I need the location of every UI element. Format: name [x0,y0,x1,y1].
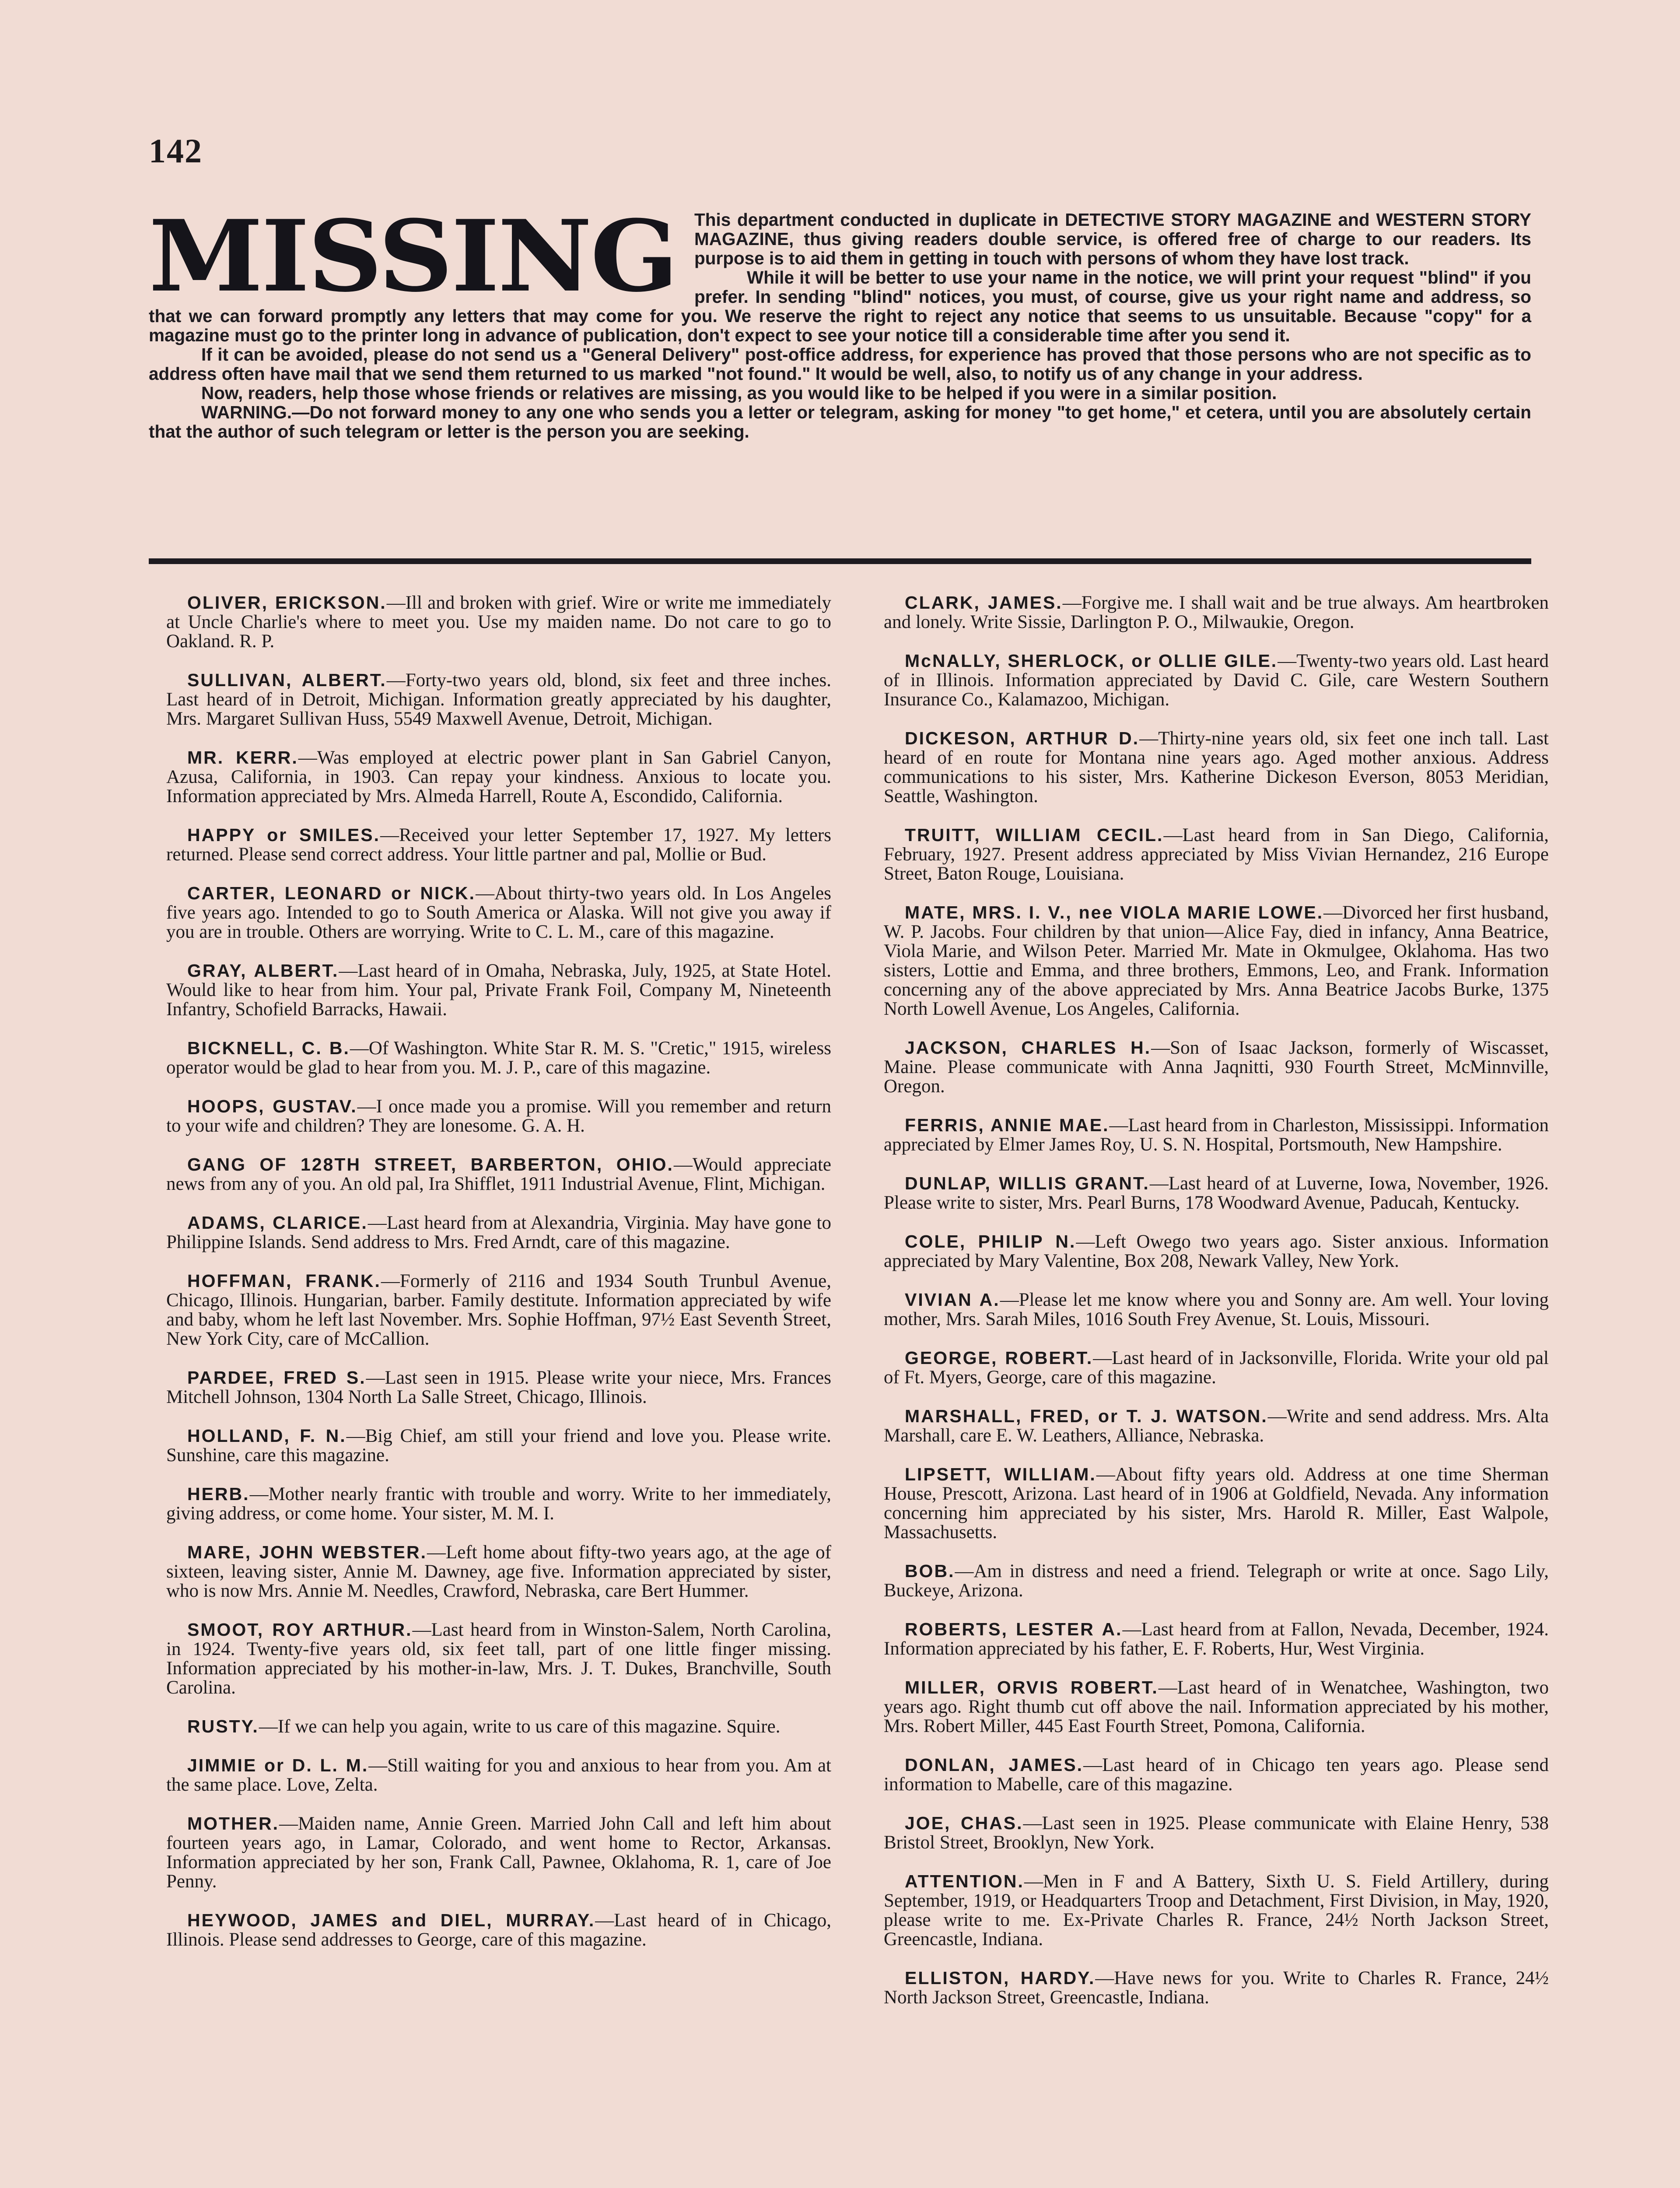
notice-entry [884,1406,1549,1445]
missing-title: MISSING [149,198,677,314]
notice-name: LIPSETT, WILLIAM. [905,1464,1096,1484]
notice-text: —Ill and broken with grief. Wire or write me immediately at Uncle Charlie's where to meet you. Use my maiden name. Do not care to go to Oakland. R. P. [166,593,831,652]
notice-text: —Last heard from at Alexandria, Virginia. May have gone to Philippine Islands. Send address to Mrs. Fred Arndt, care of this magazine. [166,1213,832,1252]
notice-entry [884,1968,1549,2007]
notice-text: —Last heard of in Omaha, Nebraska, July, 1925, at State Hotel. Would like to hear from him. Your pal, Private Frank Foil, Company M, Nineteenth Infantry, Schofield Barracks, Hawaii. [166,961,831,1020]
notice-text: —I once made you a promise. Will you remember and return to your wife and children? They are lonesome. G. A. H. [166,1096,831,1136]
notice-name: VIVIAN A. [905,1290,1000,1310]
notice-entry [884,593,1549,632]
notice-entry [166,961,831,1019]
notice-name: HEYWOOD, JAMES and DIEL, MURRAY. [187,1910,595,1930]
notice-text: —Last seen in 1925. Please communicate with Elaine Henry, 538 Bristol Street, Brooklyn, New York. [884,1813,1549,1853]
notice-text: —About thirty-two years old. In Los Angeles five years ago. Intended to go to South America or Alaska. Will not give you away if you are in trouble. Others are worrying. Write to C. L. M., care of this magazine. [166,883,831,942]
notice-name: MARSHALL, FRED, or T. J. WATSON. [905,1406,1268,1426]
notice-entry [884,1348,1549,1387]
notice-text: —Left Owego two years ago. Sister anxious. Information appreciated by Mary Valentine, Box 208, Newark Valley, New York. [884,1231,1549,1271]
notice-text: —Big Chief, am still your friend and love you. Please write. Sunshine, care this magazine. [166,1426,831,1466]
notice-entry [884,1620,1549,1659]
notice-text: —Last heard of in Chicago ten years ago. Please send information to Mabelle, care of this magazine. [884,1755,1549,1795]
notice-entry [884,729,1549,806]
section-divider [149,558,1531,564]
notice-name: ATTENTION. [905,1871,1024,1891]
notice-name: CARTER, LEONARD or NICK. [187,883,476,903]
intro-paragraph: This department conducted in duplicate in DETECTIVE STORY MAGAZINE and WESTERN STORY MAGAZINE, thus giving readers double service, is offered free of charge to our readers. Its purpose is to aid them in getting in touch with persons of whom they have lost track. [694,210,1531,268]
notice-text: —Am in distress and need a friend. Telegraph or write at once. Sago Lily, Buckeye, Arizona. [884,1561,1549,1601]
notice-text: —Twenty-two years old. Last heard of in Illinois. Information appreciated by David C. Gile, care Western Southern Insurance Co., Kalamazoo, Michigan. [884,651,1549,710]
intro-paragraph: Now, readers, help those whose friends or relatives are missing, as you would like to be helped if you were in a similar position. [201,383,1277,403]
notice-name: COLE, PHILIP N. [905,1231,1076,1252]
notice-text: —Last heard from in Charleston, Mississippi. Information appreciated by Elmer James Roy, U. S. N. Hospital, Portsmouth, New Hampshire. [884,1115,1549,1155]
notice-name: FERRIS, ANNIE MAE. [905,1115,1110,1135]
notice-name: ELLISTON, HARDY. [905,1968,1096,1988]
notice-text: —If we can help you again, write to us care of this magazine. Squire. [259,1716,780,1737]
notice-name: HOLLAND, F. N. [187,1426,346,1446]
notice-name: GEORGE, ROBERT. [905,1348,1093,1368]
page-number: 142 [149,132,203,170]
notice-entry [166,1814,831,1891]
notice-entry [884,903,1549,1019]
notice-entry [166,1484,831,1523]
notice-name: MOTHER. [187,1813,280,1834]
notice-text: —Last seen in 1915. Please write your niece, Mrs. Frances Mitchell Johnson, 1304 North La Salle Street, Chicago, Illinois. [166,1368,831,1407]
notice-entry [166,1038,831,1077]
notice-text: —Men in F and A Battery, Sixth U. S. Field Artillery, during September, 1919, or Headquarters Troop and Detachment, First Division, in May, 1920, please write to me. Ex-Private Charles R. France, 24½ North Jackson Street, Greencastle, Indiana. [884,1871,1549,1950]
left-column [166,593,831,1969]
notice-name: PARDEE, FRED S. [187,1368,366,1388]
notice-text: —Received your letter September 17, 1927. My letters returned. Please send correct address. Your little partner and pal, Mollie or Bud. [166,825,831,865]
notice-text: —Forty-two years old, blond, six feet and three inches. Last heard of in Detroit, Michigan. Information greatly appreciated by his daughter, Mrs. Margaret Sullivan Huss, 5549 Maxwell Avenue, Detroit, Michigan. [166,670,832,729]
notice-text: —Formerly of 2116 and 1934 South Trunbul Avenue, Chicago, Illinois. Hungarian, barber. Family destitute. Information appreciated by wife and baby, whom he left last November. Mrs. Sophie Hoffman, 97½ East Seventh Street, New York City, care of McCallion. [166,1271,831,1349]
notice-entry [884,651,1549,709]
notice-name: TRUITT, WILLIAM CECIL. [905,825,1164,845]
notice-name: ADAMS, CLARICE. [187,1213,368,1233]
notice-text: —Was employed at electric power plant in San Gabriel Canyon, Azusa, California, in 1903. Can repay your kindness. Anxious to locate you. Information appreciated by Mrs. Almeda Harrell, Route A, Escondido, California. [166,747,831,806]
notice-text: —Thirty-nine years old, six feet one inch tall. Last heard of en route for Montana nine years ago. Aged mother anxious. Address communications to his sister, Mrs. Katherine Dickeson Everson, 8053 Meridian, Seattle, Washington. [884,728,1549,806]
notice-text: —Left home about fifty-two years ago, at the age of sixteen, leaving sister, Annie M. Dawney, age five. Information appreciated by sister, who is now Mrs. Annie M. Needles, Crawford, Nebraska, care Bert Hummer. [166,1542,831,1601]
notice-entry [166,1213,831,1252]
notice-name: DICKESON, ARTHUR D. [905,728,1140,748]
notice-entry [166,825,831,864]
notice-entry [884,1174,1549,1213]
notice-text: —Have news for you. Write to Charles R. France, 24½ North Jackson Street, Greencastle, Indiana. [884,1968,1549,2008]
intro-paragraph: While it will be better to use your name in the notice, we will print your request "blind" if you prefer. In sending "blind" notices, you must, of course, give us your right name and address, so that we can forward promptly any letters that may come for you. We reserve the right to reject any notice that seems to us unsuitable. Because "copy" for a magazine must go to the printer long in advance of publication, don't expect to see your notice till a considerable time after you send it. [149,267,1531,345]
notice-entry [884,1678,1549,1736]
notice-entry [166,748,831,806]
notice-name: BOB. [905,1561,955,1581]
notice-name: MARE, JOHN WEBSTER. [187,1542,427,1562]
notice-entry [884,1232,1549,1271]
notice-entry [884,1561,1549,1600]
notice-entry [166,1756,831,1795]
notice-name: HAPPY or SMILES. [187,825,381,845]
notice-text: —Mother nearly frantic with trouble and worry. Write to her immediately, giving address, or come home. Your sister, M. M. I. [166,1484,831,1524]
notice-text: —Last heard from in San Diego, California, February, 1927. Present address appreciated by Miss Vivian Hernandez, 216 Europe Street, Baton Rouge, Louisiana. [884,825,1549,884]
notice-entry [166,884,831,942]
notice-entry [166,1717,831,1736]
notice-text: —Son of Isaac Jackson, formerly of Wiscasset, Maine. Please communicate with Anna Jaqnitti, 930 Fourth Street, McMinnville, Oregon. [884,1038,1549,1097]
notice-name: GANG OF 128TH STREET, BARBERTON, OHIO. [187,1154,674,1175]
notice-entry [884,1465,1549,1542]
notice-name: CLARK, JAMES. [905,593,1063,613]
notice-name: SULLIVAN, ALBERT. [187,670,387,690]
notice-text: —Last heard of in Jacksonville, Florida. Write your old pal of Ft. Myers, George, care of this magazine. [884,1348,1549,1388]
notice-text: —Divorced her first husband, W. P. Jacobs. Four children by that union—Alice Fay, died in infancy, Anna Beatrice, Viola Marie, and Wilson Peter. Married Mr. Mate in Okmulgee, Oklahoma. Has two sisters, Lottie and Emma, and three brothers, Emmons, Leo, and Frank. Information concerning any of the above appreciated by Mrs. Anna Beatrice Jacobs Burke, 1375 North Lowell Avenue, Los Angeles, California. [884,902,1549,1019]
notice-name: HOOPS, GUSTAV. [187,1096,357,1116]
notice-name: BICKNELL, C. B. [187,1038,350,1058]
notice-entry [166,1271,831,1349]
notice-text: —Please let me know where you and Sonny are. Am well. Your loving mother, Mrs. Sarah Miles, 1016 South Frey Avenue, St. Louis, Missouri. [884,1290,1549,1329]
notice-text: —Last heard of in Chicago, Illinois. Please send addresses to George, care of this magazine. [166,1910,832,1950]
notice-name: RUSTY. [187,1716,259,1736]
notice-name: HOFFMAN, FRANK. [187,1271,381,1291]
warning-paragraph: WARNING.—Do not forward money to any one who sends you a letter or telegram, asking for money "to get home," et cetera, until you are absolutely certain that the author of such telegram or letter is the person you are seeking. [149,402,1531,442]
notice-name: MR. KERR. [187,747,298,768]
notice-text: —Write and send address. Mrs. Alta Marshall, care E. W. Leathers, Alliance, Nebraska. [884,1406,1549,1446]
notice-text: —Would appreciate news from any of you. An old pal, Ira Shifflet, 1911 Industrial Avenue, Flint, Michigan. [166,1154,832,1194]
notice-text: —Last heard from in Winston-Salem, North Carolina, in 1924. Twenty-five years old, six feet tall, part of one little finger missing. Information appreciated by his mother-in-law, Mrs. J. T. Dukes, Branchville, South Carolina. [166,1620,831,1698]
notice-entry [884,1038,1549,1096]
masthead [149,198,1531,442]
notice-name: MATE, MRS. I. V., nee VIOLA MARIE LOWE. [905,902,1324,922]
notice-entry [884,1115,1549,1154]
notice-text: —Maiden name, Annie Green. Married John Call and left him about fourteen years ago, in Lamar, Colorado, and went home to Rector, Arkansas. Information appreciated by her son, Frank Call, Pawnee, Oklahoma, R. 1, care of Joe Penny. [166,1813,831,1892]
notice-name: JOE, CHAS. [905,1813,1023,1833]
notice-entry [884,1872,1549,1949]
notice-text: —Last heard of in Wenatchee, Washington, two years ago. Right thumb cut off above the nail. Information appreciated by his mother, Mrs. Robert Miller, 445 East Fourth Street, Pomona, California. [884,1677,1549,1736]
notice-name: DONLAN, JAMES. [905,1755,1084,1775]
intro-paragraph: If it can be avoided, please do not send us a "General Delivery" post-office address, for experience has proved that those persons who are not specific as to address often have mail that we send them returned to us marked "not found." It would be well, also, to notify us of any change in your address. [149,344,1531,384]
notice-entry [166,1543,831,1601]
notice-name: OLIVER, ERICKSON. [187,593,387,613]
notice-entry [166,1368,831,1407]
notice-entry [166,1097,831,1136]
notice-text: —Last heard from at Fallon, Nevada, December, 1924. Information appreciated by his father, E. F. Roberts, Hur, West Virginia. [884,1619,1549,1659]
notice-entry [884,825,1549,884]
notice-entry [166,670,831,729]
notice-entry [166,1911,831,1950]
notice-entry [884,1755,1549,1794]
right-column [884,593,1549,2027]
notice-name: DUNLAP, WILLIS GRANT. [905,1173,1150,1193]
notice-name: MILLER, ORVIS ROBERT. [905,1677,1158,1697]
notice-text: —Still waiting for you and anxious to hear from you. Am at the same place. Love, Zelta. [166,1755,831,1795]
notice-text: —Last heard of at Luverne, Iowa, November, 1926. Please write to sister, Mrs. Pearl Burns, 178 Woodward Avenue, Paducah, Kentucky. [884,1173,1549,1213]
notice-name: GRAY, ALBERT. [187,961,339,981]
notice-name: ROBERTS, LESTER A. [905,1619,1123,1639]
notice-name: HERB. [187,1484,250,1504]
notice-entry [884,1290,1549,1329]
notice-entry [166,1426,831,1465]
notice-text: —About fifty years old. Address at one time Sherman House, Prescott, Arizona. Last heard of in 1906 at Goldfield, Nevada. Any information concerning him appreciated by his sister, Mrs. Harold R. Miller, East Walpole, Massachusetts. [884,1464,1549,1543]
notice-name: JIMMIE or D. L. M. [187,1755,369,1775]
notice-text: —Forgive me. I shall wait and be true always. Am heartbroken and lonely. Write Sissie, Darlington P. O., Milwaukie, Oregon. [884,593,1549,632]
notice-name: JACKSON, CHARLES H. [905,1038,1152,1058]
notice-entry [166,1620,831,1697]
notice-entry [166,593,831,651]
notice-name: SMOOT, ROY ARTHUR. [187,1620,413,1640]
notice-name: McNALLY, SHERLOCK, or OLLIE GILE. [905,651,1278,671]
notice-text: —Of Washington. White Star R. M. S. "Cretic," 1915, wireless operator would be glad to hear from you. M. J. P., care of this magazine. [166,1038,831,1078]
notice-entry [166,1155,831,1194]
notice-entry [884,1813,1549,1852]
